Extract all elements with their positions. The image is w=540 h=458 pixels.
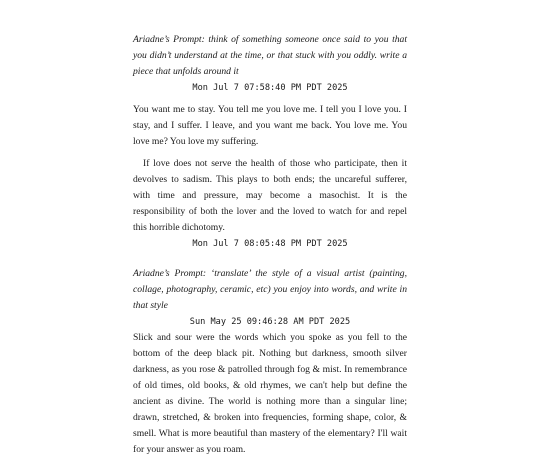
prompt-text: Ariadne’s Prompt: ‘translate’ the style of a visual artist (painting, collage, photography, ceramic, etc) you enjoy into words, and write in that style [133,268,407,311]
journal-entry [133,266,407,458]
paragraph: Slick and sour were the words which you spoke as you fell to the bottom of the deep black pit. Nothing but darkness, smooth silver darkness, as you rose & patrolled through fog & mist. In remembrance of old times, old books, & old rhymes, we can't help but define the ancient as divine. The world is nothing more than a singular line; drawn, stretched, & broken into frequencies, forming shape, color, & smell. What is more beautiful than mastery of the elementary? I'll wait for your answer as you roam. [133,332,407,455]
start-timestamp: Sun May 25 09:46:28 AM PDT 2025 [189,317,351,327]
paragraph: If love does not serve the health of those who participate, then it devolves to sadism. This plays to both ends; the uncareful sufferer, with time and pressure, may become a masochist. It is the responsibility of both the lover and the loved to watch for and repel this horrible dichotomy. [133,158,407,233]
end-timestamp: Mon Jul 7 08:05:48 PM PDT 2025 [192,239,348,249]
paragraph: You want me to stay. You tell me you love me. I tell you I love you. I stay, and I suffer. I leave, and you want me back. You love me. You love me? You love my suffering. [133,104,407,147]
document-content [133,32,407,458]
journal-entry [133,32,407,252]
prompt-text: Ariadne’s Prompt: think of something someone once said to you that you didn’t understand at the time, or that stuck with you oddly. write a piece that unfolds around it [133,34,407,77]
start-timestamp: Mon Jul 7 07:58:40 PM PDT 2025 [192,83,348,93]
